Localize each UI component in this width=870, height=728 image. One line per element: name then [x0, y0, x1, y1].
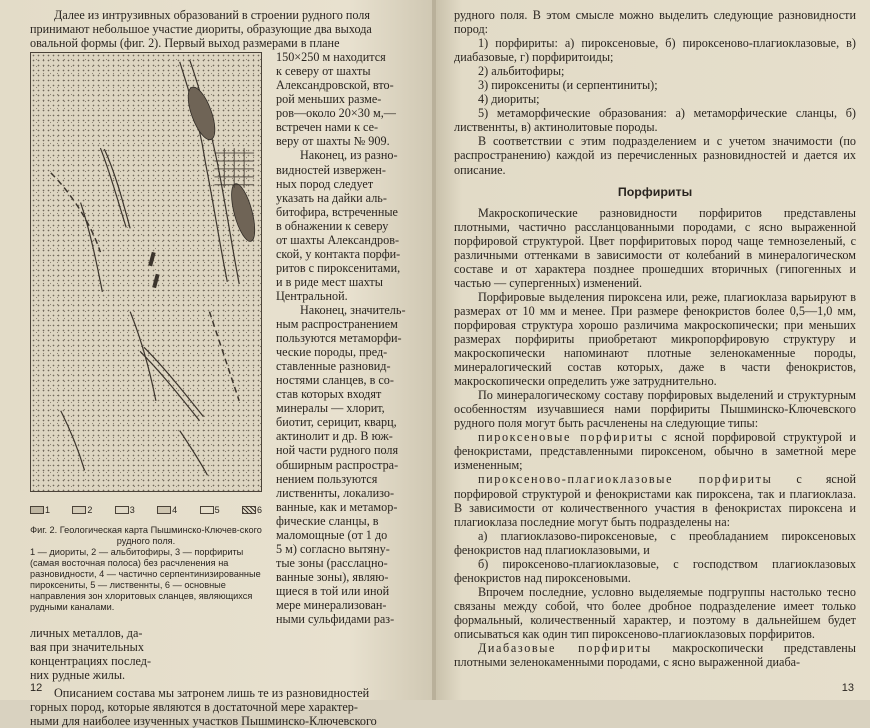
side-line: ритов с пироксенитами,	[276, 260, 401, 275]
section-heading: Порфириты	[617, 184, 693, 199]
side-line: щиеся в той или иной	[276, 583, 390, 598]
list-item: 4) диориты;	[478, 92, 540, 107]
legend-number: 6	[256, 505, 262, 516]
side-line: вая при значительных	[30, 640, 144, 655]
legend-swatch	[242, 506, 256, 514]
legend-item	[115, 505, 135, 515]
side-line: встречен нами к се-	[276, 120, 379, 135]
legend-number: 1	[45, 505, 51, 516]
side-line: тые зоны (расслацно-	[276, 555, 388, 570]
paragraph: б) пироксеново-плагиоклазовые, с господством плагиоклазовых фенокристов над пироксеновыми.	[454, 556, 856, 585]
side-line: ской, у контакта порфи-	[276, 246, 401, 261]
side-line: обширным распростра-	[276, 457, 399, 472]
page-number-left: 12	[30, 682, 43, 694]
legend-number: 5	[214, 505, 220, 516]
paragraph: а) плагиоклазово-пироксеновые, с преобладанием пироксеновых фенокристов над плагиоклазовыми, и	[454, 528, 856, 557]
term-text: с ясной порфировой структурой и фенокристами, представленными пироксеном, обычно в заметной мере измененным;	[454, 430, 856, 473]
paragraph	[454, 641, 856, 669]
page-number-right: 13	[841, 682, 854, 694]
bottom-line: Описанием состава мы затронем лишь те из разновидностей	[54, 686, 370, 701]
side-line: биотит, серицит, кварц,	[276, 415, 397, 430]
side-line: Наконец, значитель-	[300, 302, 406, 317]
side-line: концентрациях послед-	[30, 654, 152, 669]
figure-2	[30, 52, 262, 613]
intro-paragraph: рудного поля. В этом смысле можно выделить следующие разновидности пород:	[454, 8, 856, 37]
legend-swatch	[30, 506, 44, 514]
side-line: веру от шахты № 909.	[276, 134, 390, 149]
side-line: Александровской, вто-	[276, 78, 394, 93]
bottom-line: ными для наиболее изученных участков Пышминско-Ключевского	[30, 714, 377, 728]
paragraph	[454, 472, 856, 528]
side-line: Наконец, из разно-	[300, 148, 398, 163]
side-line: минералы — хлорит,	[276, 401, 385, 416]
side-line: 150×250 м находится	[276, 50, 386, 65]
right-page	[436, 0, 870, 700]
side-line: лиственнты, локализо-	[276, 485, 395, 500]
side-line: ным распространением	[276, 317, 398, 332]
side-line: ными сульфидами раз-	[276, 612, 395, 627]
legend-number: 2	[87, 505, 93, 516]
side-line: Центральной.	[276, 288, 348, 303]
intro-line: Далее из интрузивных образований в строении рудного поля	[54, 8, 370, 22]
intro-line: принимают небольшое участие диориты, образующие два выхода	[30, 22, 372, 37]
legend-number: 4	[172, 505, 178, 516]
figure-caption-title: Фиг. 2. Геологическая карта Пышминско-Ключев-ского рудного поля.	[30, 525, 262, 547]
side-line: видностей извержен-	[276, 162, 386, 177]
list-item: 3) пироксениты (и серпентиниты);	[478, 78, 658, 93]
side-line: ров—около 20×30 м,—	[276, 106, 396, 121]
side-line: личных металлов, да-	[30, 626, 143, 641]
list-item: 2) альбитофиры;	[478, 64, 565, 79]
legend-item	[30, 505, 50, 515]
side-line: став которых входят	[276, 387, 382, 402]
term-text: с ясной порфировой структурой и фенокристами как пироксена, так и плагиоклаза. В зависимости от количественного участия в фенокристах пироксена и плагиоклаза последние могут быть подразделены на:	[454, 472, 856, 529]
legend-item	[242, 505, 262, 515]
term: Диабазовые порфириты	[478, 641, 652, 656]
side-line: нением пользуются	[276, 471, 378, 486]
side-line: ностями сланцев, в со-	[276, 373, 394, 388]
legend-swatch	[72, 506, 86, 514]
side-line: ванные, как и метамор-	[276, 499, 398, 514]
intro-line: овальной формы (фиг. 2). Первый выход размерами в плане	[30, 36, 340, 51]
bottom-line: горных пород, которые являются в достаточной мере характер-	[30, 700, 358, 715]
side-line: них рудные жилы.	[30, 668, 126, 683]
list-item: 5) метаморфические образования: а) метаморфические сланцы, б) лиственнты, в) актинолитовые породы.	[454, 106, 856, 135]
paragraph: Впрочем последние, условно выделяемые подгруппы настолько тесно связаны между собой, что более дробное подразделение имеет только формальный, количественный характер, и поэтому в дальнейшем будет описываться как один тип пироксеново-плагиоклазовых порфиритов.	[454, 584, 856, 641]
side-line: ной части рудного поля	[276, 443, 399, 458]
map-legend	[30, 505, 262, 515]
side-line: ванные зоны), являю-	[276, 569, 389, 584]
side-line: пользуются метаморфи-	[276, 331, 402, 346]
term: пироксеново-плагиоклазовые порфириты	[478, 472, 773, 487]
side-line: к северу от шахты	[276, 64, 371, 79]
side-line: рой меньших разме-	[276, 92, 382, 107]
paragraph	[454, 430, 856, 472]
geological-map	[30, 52, 262, 492]
legend-item	[157, 505, 177, 515]
side-line: и в риде мест шахты	[276, 274, 383, 289]
side-line: от шахты Александров-	[276, 232, 400, 247]
term: пироксеновые порфириты	[478, 430, 654, 445]
rock-type-list	[454, 36, 856, 134]
paragraph: Порфировые выделения пироксена или, реже, плагиоклаза варьируют в размерах от 10 мм и менее. При размере фенокристов более 0,5—1,0 мм, порфировая структура хорошо различима макроскопически; при меньших размерах порфириты приобретают микропорфировую структуру и макроскопически напоминают плотные зеленокаменные породы, минералогический состав которых, даже в части фенокристов, макроскопически определить уже затруднительно.	[454, 289, 856, 389]
side-line: 5 м) согласно вытяну-	[276, 541, 390, 556]
side-line: маломощные (от 1 до	[276, 527, 388, 542]
paragraph: В соответствии с этим подразделением и с учетом значимости (по распространению) каждой из перечисленных разновидностей и дается их описание.	[454, 134, 856, 177]
side-line: актинолит и др. В юж-	[276, 429, 393, 444]
legend-swatch	[115, 506, 129, 514]
legend-item	[200, 505, 220, 515]
side-line: ставленные разновид-	[276, 359, 391, 374]
paragraph: Макроскопические разновидности порфиритов представлены плотными, частично рассланцованными породами, с ясно выраженной порфировой структурой. Цвет порфиритовых пород чаще темнозеленый, с различными оттенками в зависимости от колебаний в минералогическом составе и от характера позднее прошедших вторичных (гипогенных и частью — супергенных) изменений.	[454, 205, 856, 290]
side-line: ческие породы, пред-	[276, 345, 388, 360]
side-line: мере минерализован-	[276, 597, 387, 612]
legend-swatch	[157, 506, 171, 514]
list-item: 1) порфириты: а) пироксеновые, б) пироксеново-плагиоклазовые, в) диабазовые, г) порфиритоиды;	[454, 36, 856, 65]
figure-caption-body: 1 — диориты, 2 — альбитофиры, 3 — порфириты (самая восточная полоса) без расчленения на разновидности, 4 — частично серпентинизированные пироксениты, 5 — лиственнты, 6 — основные направления зон хлоритовых сланцев, являющихся рудными каналами.	[30, 547, 261, 613]
term-text: макроскопически представлены плотными зеленокаменными породами, с ясно выраженной диаба-	[454, 641, 856, 670]
side-line: в обнажении к северу	[276, 218, 389, 233]
side-line: ных пород следует	[276, 176, 374, 191]
side-line: битофира, встреченные	[276, 204, 398, 219]
legend-number: 3	[129, 505, 135, 516]
figure-caption	[30, 525, 262, 613]
legend-swatch	[200, 506, 214, 514]
legend-item	[72, 505, 92, 515]
paragraph: По минералогическому составу порфировых выделений и структурным особенностям изучавшиеся нами порфириты Пышминско-Ключевского рудного поля могут быть расчленены на следующие типы:	[454, 388, 856, 431]
side-line: фические сланцы, в	[276, 513, 379, 528]
side-line: указать на дайки аль-	[276, 190, 387, 205]
